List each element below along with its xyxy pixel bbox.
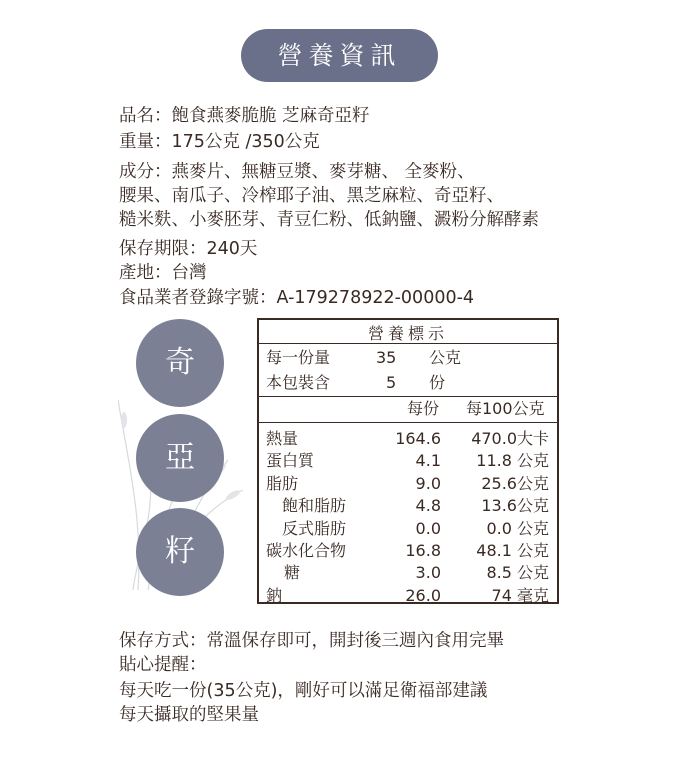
nutrition-table [257, 318, 559, 604]
page-title: 營養資訊 [241, 29, 438, 82]
nutrition-title: 營養標示 [367, 324, 448, 343]
nutrient-label: 飽和脂肪 [282, 496, 347, 516]
nutrient-per-100g: 25.6公克 [481, 473, 549, 493]
license-number: 食品業者登錄字號：A-179278922-00000-4 [119, 288, 475, 308]
tip-title: 貼心提醒： [119, 655, 207, 675]
divider [259, 343, 557, 344]
servings-unit: 份 [429, 373, 446, 392]
nutrient-label: 鈉 [266, 585, 283, 605]
servings-value: 5 [386, 373, 397, 392]
tip-line-2: 每天攝取的堅果量 [119, 705, 259, 725]
nutrient-label: 碳水化合物 [266, 541, 347, 560]
storage-method: 保存方式：常溫保存即可，開封後三週內食用完畢 [119, 631, 504, 651]
nutrient-per-serving: 4.8 [415, 496, 441, 516]
nutrient-per-100g: 11.8 公克 [476, 451, 549, 471]
nutrient-per-100g: 0.0 公克 [486, 518, 549, 538]
nutrient-per-100g: 48.1 公克 [476, 541, 549, 560]
product-weight: 重量：175公克 /350公克 [119, 132, 320, 152]
nutrient-label: 蛋白質 [266, 451, 315, 471]
serving-label: 每一份量 [266, 348, 331, 367]
nutrient-label: 熱量 [266, 429, 299, 448]
nutrient-per-serving: 16.8 [405, 541, 441, 560]
circle-char-qi: 奇 [136, 319, 224, 407]
circle-char-ya: 亞 [136, 414, 224, 502]
ingredients-line-3: 糙米麩、小麥胚芽、青豆仁粉、低鈉鹽、澱粉分解酵素 [119, 210, 539, 230]
col-per-100g: 每100公克 [466, 399, 545, 418]
nutrient-per-serving: 3.0 [415, 563, 441, 583]
nutrient-per-serving: 164.6 [395, 429, 441, 448]
circle-char-zi: 籽 [136, 508, 224, 596]
nutrient-label: 糖 [284, 563, 301, 583]
divider [259, 422, 557, 423]
nutrient-per-100g: 470.0大卡 [471, 429, 549, 448]
ingredients-line-2: 腰果、南瓜子、冷榨耶子油、黑芝麻粒、奇亞籽、 [119, 186, 504, 206]
product-name: 品名：飽食燕麥脆脆 芝麻奇亞籽 [119, 106, 370, 126]
nutrient-per-100g: 8.5 公克 [486, 563, 549, 583]
nutrient-per-serving: 26.0 [405, 585, 441, 605]
tip-line-1: 每天吃一份(35公克)，剛好可以滿足衛福部建議 [119, 681, 488, 701]
serving-value: 35 [376, 348, 397, 367]
serving-unit: 公克 [429, 348, 462, 367]
origin: 產地：台灣 [119, 263, 207, 283]
nutrient-per-serving: 9.0 [415, 473, 441, 493]
servings-label: 本包裝含 [266, 373, 331, 392]
nutrient-per-100g: 74 毫克 [491, 585, 549, 605]
divider [259, 396, 557, 397]
ingredients-line-1: 成分：燕麥片、無糖豆漿、麥芽糖、 全麥粉、 [119, 162, 475, 182]
nutrient-label: 脂肪 [266, 473, 299, 493]
nutrient-per-serving: 0.0 [415, 518, 441, 538]
col-per-serving: 每份 [407, 399, 440, 418]
nutrient-per-100g: 13.6公克 [481, 496, 549, 516]
shelf-life: 保存期限：240天 [119, 239, 258, 259]
nutrient-label: 反式脂肪 [282, 518, 347, 538]
nutrient-per-serving: 4.1 [415, 451, 441, 471]
